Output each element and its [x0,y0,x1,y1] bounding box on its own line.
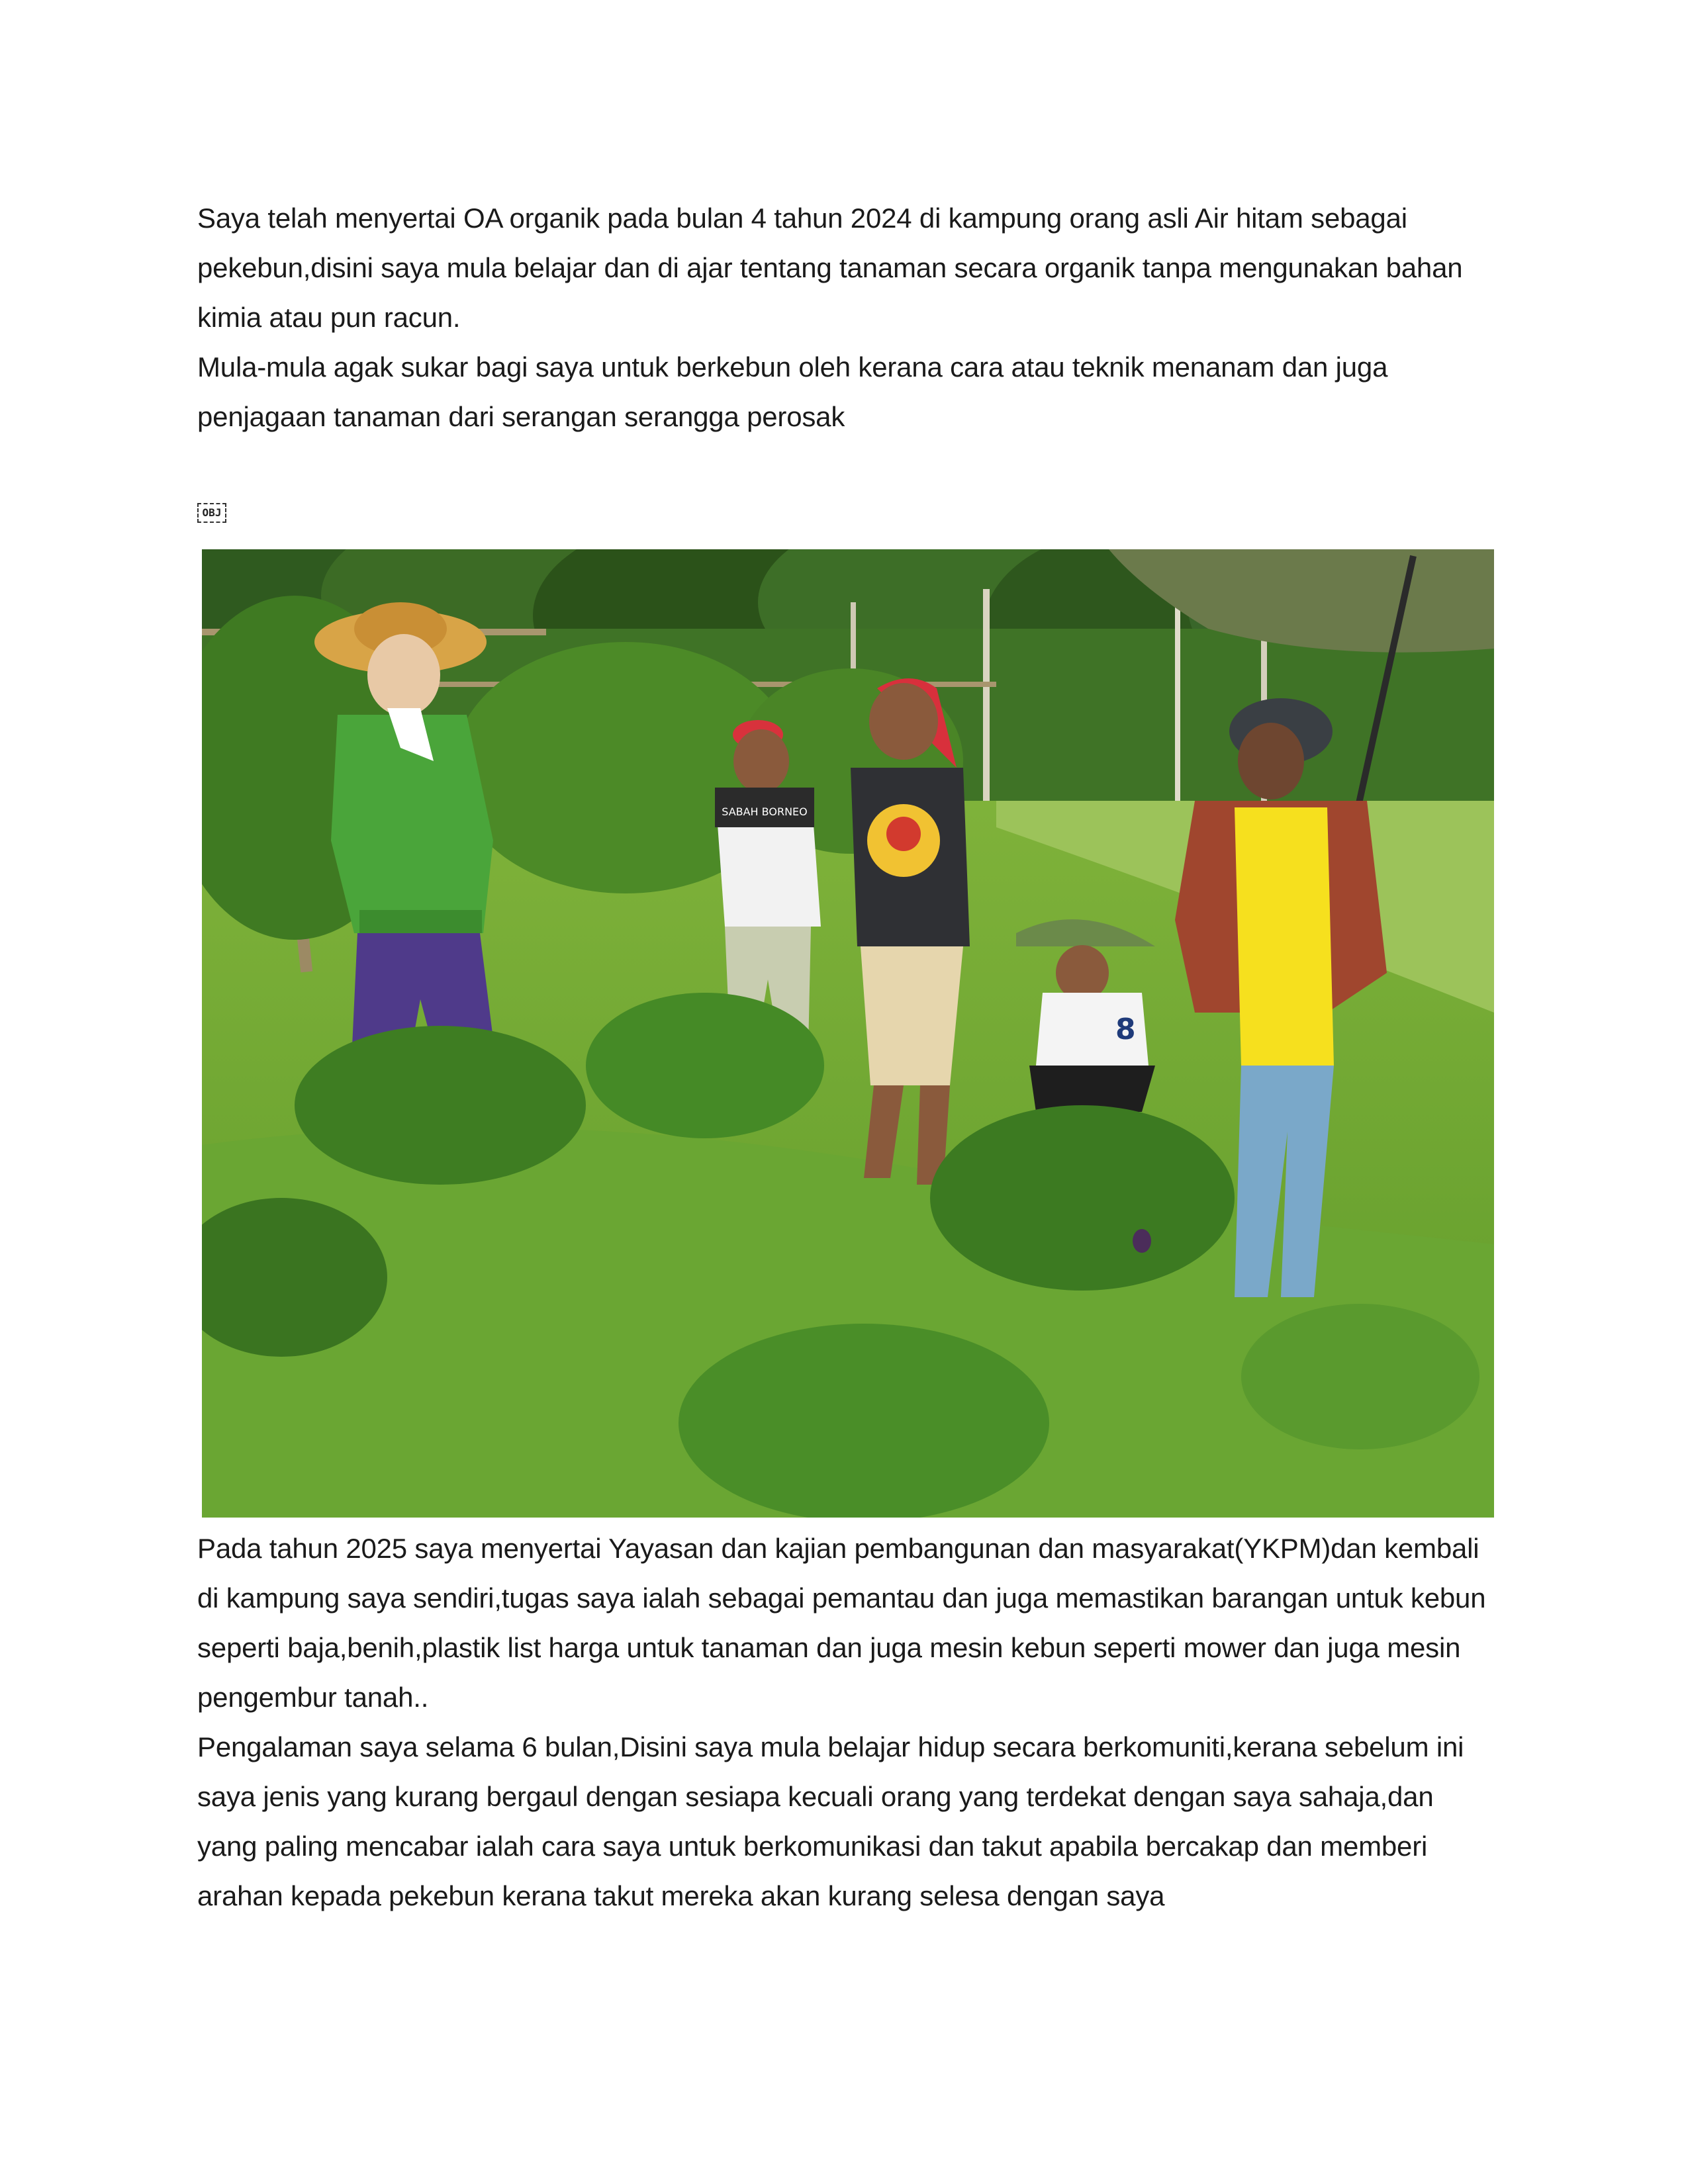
paragraph-experience: Pengalaman saya selama 6 bulan,Disini saya mula belajar hidup secara berkomuniti,kerana sebelum ini saya jenis yang kurang bergaul dengan sesiapa kecuali orang yang terdekat dengan saya sahaja,dan yang paling mencabar ialah cara saya untuk berkomunikasi dan takut apabila bercakap dan memberi arahan kepada pekebun kerana takut mereka akan kurang selesa dengan saya [197,1731,1464,1911]
garden-photo [202,549,1494,1518]
paragraph-difficulty: Mula-mula agak sukar bagi saya untuk berkebun oleh kerana cara atau teknik menanam dan juga penjagaan tanaman dari serangan serangga perosak [197,351,1388,432]
jersey-number: 8 [1115,1013,1136,1046]
shirt-print-text: SABAH BORNEO [722,805,808,818]
paragraph-intro: Saya telah menyertai OA organik pada bulan 4 tahun 2024 di kampung orang asli Air hitam sebagai pekebun,disini saya mula belajar dan di ajar tentang tanaman secara organik tanpa mengunakan bahan kimia atau pun racun. [197,203,1463,333]
embedded-object-marker: OBJ [197,503,226,523]
paragraph-ykpm-role: Pada tahun 2025 saya menyertai Yayasan dan kajian pembangunan dan masyarakat(YKPM)dan kembali di kampung saya sendiri,tugas saya ialah sebagai pemantau dan juga memastikan barangan untuk kebun seperti baja,benih,plastik list harga untuk tanaman dan juga mesin kebun seperti mower dan juga mesin pengembur tanah.. [197,1533,1486,1713]
closing-text-block [197,1524,1495,1921]
intro-text-block [197,193,1495,441]
garden-photo-illustration [202,549,1494,1518]
